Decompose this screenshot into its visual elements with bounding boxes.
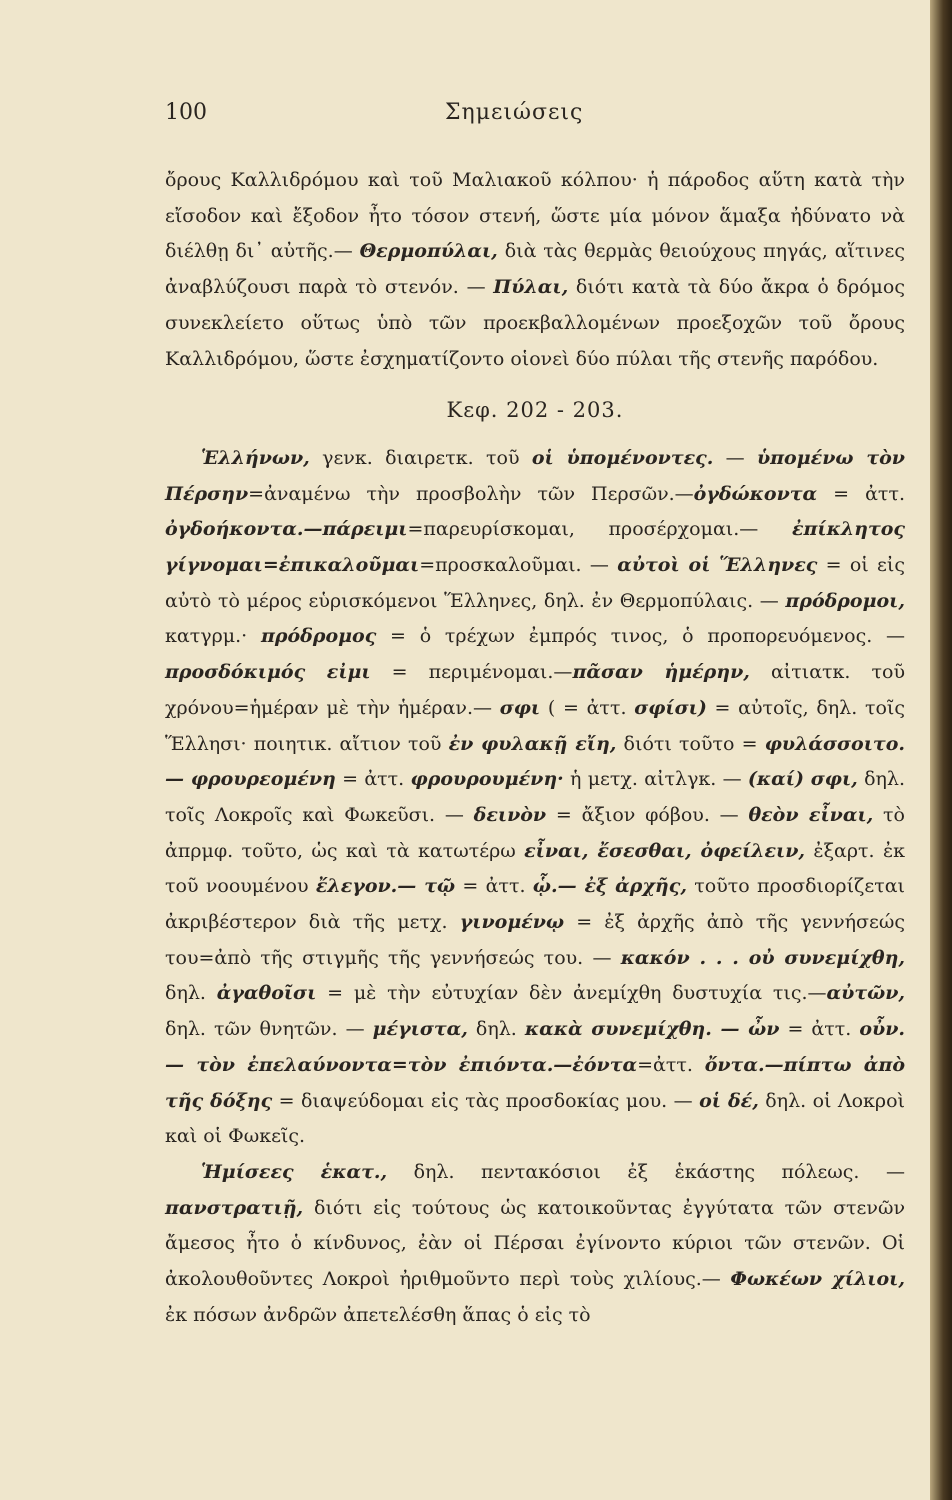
paragraph-1: ὄρους Καλλιδρόμου καὶ τοῦ Μαλιακοῦ κόλπου· ἡ πάροδος αὕτη κατὰ τὴν εἴσοδον καὶ ἔξοδον ἦτο τόσον στενή, ὥστε μία μόνον ἅμαξα ἠδύνατο νὰ διέλθῃ δι᾽ αὐτῆς.— Θερμοπύλαι, διὰ τὰς θερμὰς θειούχους πηγάς, αἵτινες ἀναβλύζουσι παρὰ τὸ στενόν. — Πύλαι, διότι κατὰ τὰ δύο ἄκρα ὁ δρόμος συνεκλείετο οὕτως ὑπὸ τῶν προεκβαλλομένων προεξοχῶν τοῦ ὄρους Καλλιδρόμου, ὥστε ἐσχηματίζοντο οἱονεὶ δύο πύλαι τῆς στενῆς παρόδου. [165, 169, 906, 370]
chapter-heading: Κεφ. 202 - 203. [446, 398, 624, 423]
page-number: 100 [165, 100, 207, 125]
paragraph-3: Ἡμίσεες ἑκατ., δηλ. πεντακόσιοι ἐξ ἑκάστης πόλεως. — πανστρατιῇ, διότι εἰς τούτους ὡς κατοικοῦντας ἐγγύτατα τῶν στενῶν ἄμεσος ἦτο ὁ κίνδυνος, ἐὰν οἱ Πέρσαι ἐγίνοντο κύριοι τῶν στενῶν. Οἱ ἀκολουθοῦντες Λοκροὶ ἠριθμοῦντο περὶ τοὺς χιλίους.— Φωκέων χίλιοι, ἐκ πόσων ἀνδρῶν ἀπετελέσθη ἅπας ὁ εἰς τὸ [165, 1160, 905, 1326]
running-title: Σημειώσεις [445, 100, 584, 125]
paragraph-2: Ἑλλήνων, γενκ. διαιρετκ. τοῦ οἱ ὑπομένοντες. — ὑπομένω τὸν Πέρσην=ἀναμένω τὴν προσβολὴν τῶν Περσῶν.—ὀγδώκοντα = ἀττ. ὀγδοήκοντα.—πάρειμι=παρευρίσκομαι, προσέρχομαι.— ἐπίκλητος γίγνομαι=ἐπικαλοῦμαι=προσκαλοῦμαι. — αὐτοὶ οἱ Ἕλληνες = οἱ εἰς αὐτὸ τὸ μέρος εὑρισκόμενοι Ἕλληνες, δηλ. ἐν Θερμοπύλαις. — πρόδρομοι, κατγρμ.· πρόδρομος = ὁ τρέχων ἐμπρός τινος, ὁ προπορευόμενος. — προσδόκιμός εἰμι = περιμένομαι.—πᾶσαν ἡμέρην, αἰτιατκ. τοῦ χρόνου=ἡμέραν μὲ τὴν ἡμέραν.— σφι ( = ἀττ. σφίσι) = αὐτοῖς, δηλ. τοῖς Ἕλλησι· ποιητικ. αἴτιον τοῦ ἐν φυλακῇ εἴη, διότι τοῦτο = φυλάσσοιτο.— φρουρεομένη = ἀττ. φρουρουμένη· ἡ μετχ. αἰτλγκ. — (καί) σφι, δηλ. τοῖς Λοκροῖς καὶ Φωκεῦσι. — δεινὸν = ἄξιον φόβου. — θεὸν εἶναι, τὸ ἀπρμφ. τοῦτο, ὡς καὶ τὰ κατωτέρω εἶναι, ἔσεσθαι, ὀφείλειν, ἐξαρτ. ἐκ τοῦ νοουμένου ἔλεγον.— τῷ = ἀττ. ᾧ.— ἐξ ἀρχῆς, τοῦτο προσδιορίζεται ἀκριβέστερον διὰ τῆς μετχ. γινομένῳ = ἐξ ἀρχῆς ἀπὸ τῆς γεννήσεώς του=ἀπὸ τῆς στιγμῆς τῆς γεννήσεώς του. — κακόν . . . οὐ συνεμίχθη, δηλ. ἀγαθοῖσι = μὲ τὴν εὐτυχίαν δὲν ἀνεμίχθη δυστυχία τις.—αὐτῶν, δηλ. τῶν θνητῶν. — μέγιστα, δηλ. κακὰ συνεμίχθη. — ὦν = ἀττ. οὖν. — τὸν ἐπελαύνοντα=τὸν ἐπιόντα.—ἐόντα=ἀττ. ὄντα.—πίπτω ἀπὸ τῆς δόξης = διαψεύδομαι εἰς τὰς προσδοκίας μου. — οἱ δέ, δηλ. οἱ Λοκροὶ καὶ οἱ Φωκεῖς. [165, 446, 906, 1148]
page-edge [930, 0, 952, 1500]
page-header [165, 100, 905, 140]
body-text [165, 163, 905, 1334]
